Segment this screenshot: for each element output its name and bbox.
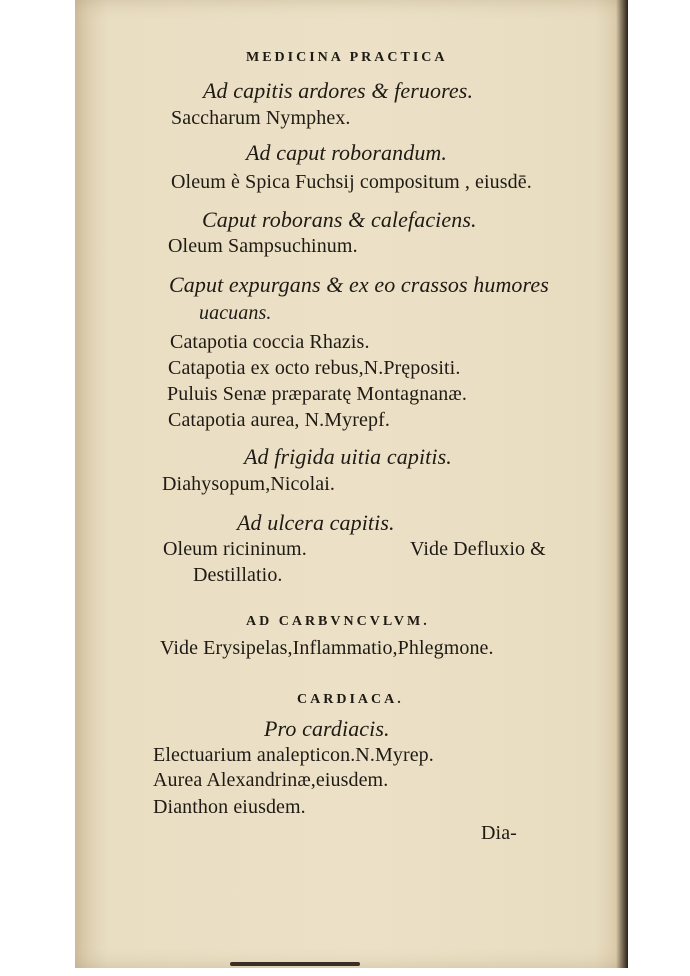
remedy-line: Oleum ricininum.	[163, 538, 307, 560]
running-title: MEDICINA PRACTICA	[246, 50, 448, 65]
remedy-line: Oleum è Spica Fuchsij compositum , eiusdē.	[171, 171, 532, 193]
remedy-line: Diahysopum,Nicolai.	[162, 473, 335, 495]
section-heading-caps: AD CARBVNCVLVM.	[246, 614, 430, 629]
cross-reference: Vide Defluxio &	[410, 538, 546, 560]
remedy-line: Puluis Senæ præparatę Montagnanæ.	[167, 383, 467, 405]
remedy-line: Oleum Sampsuchinum.	[168, 235, 358, 257]
catchword: Dia-	[481, 822, 517, 844]
section-heading: Ad capitis ardores & feruores.	[203, 78, 474, 103]
section-heading: Caput roborans & calefaciens.	[202, 207, 477, 232]
remedy-line: Saccharum Nymphex.	[171, 107, 351, 129]
section-heading: Caput expurgans & ex eo crassos humores	[169, 272, 549, 297]
remedy-line: Catapotia ex octo rebus,N.Prępositi.	[168, 357, 461, 379]
remedy-line: Vide Erysipelas,Inflammatio,Phlegmone.	[160, 637, 494, 659]
section-heading: Ad caput roborandum.	[246, 140, 448, 165]
section-subheading: Pro cardiacis.	[264, 716, 390, 741]
page-bottom-edge	[230, 962, 360, 966]
remedy-line: Destillatio.	[193, 564, 283, 586]
remedy-line: Catapotia coccia Rhazis.	[170, 331, 370, 353]
page-gutter-shadow	[616, 0, 628, 968]
section-heading: Ad frigida uitia capitis.	[244, 444, 452, 469]
section-heading: Ad ulcera capitis.	[237, 510, 395, 535]
remedy-line: Electuarium analepticon.N.Myrep.	[153, 744, 434, 766]
remedy-line: Dianthon eiusdem.	[153, 796, 306, 818]
section-heading-caps: CARDIACA.	[297, 692, 404, 707]
remedy-line: Catapotia aurea, N.Myrepf.	[168, 409, 390, 431]
section-heading-continued: uacuans.	[199, 302, 272, 324]
remedy-line: Aurea Alexandrinæ,eiusdem.	[153, 769, 389, 791]
